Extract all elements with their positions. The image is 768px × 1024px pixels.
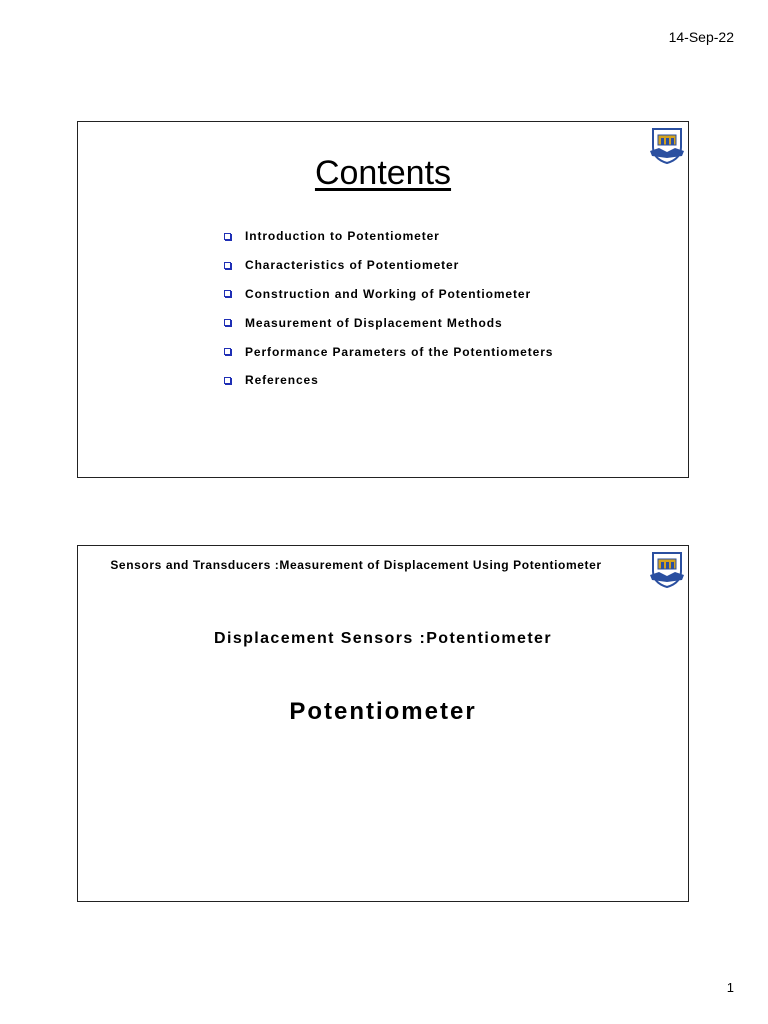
square-bullet-icon: [224, 233, 231, 240]
slide-header: Sensors and Transducers :Measurement of Displacement Using Potentiometer: [110, 558, 602, 572]
list-item: [224, 337, 553, 366]
list-item: [224, 251, 553, 280]
list-item-label: Performance Parameters of the Potentiometers: [245, 344, 554, 359]
slide-contents: [77, 121, 689, 478]
square-bullet-icon: [224, 348, 231, 355]
list-item: [224, 222, 553, 251]
slide-main-title: Potentiometer: [289, 698, 477, 725]
slide-potentiometer: [77, 545, 689, 902]
list-item-label: Characteristics of Potentiometer: [245, 258, 460, 273]
square-bullet-icon: [224, 319, 231, 326]
college-crest-icon: [649, 549, 685, 589]
header-date: 14-Sep-22: [668, 29, 734, 45]
list-item-label: Construction and Working of Potentiometer: [245, 286, 532, 301]
list-item: [224, 366, 553, 395]
list-item-label: References: [245, 373, 319, 388]
list-item: [224, 308, 553, 337]
slide-subtitle: Displacement Sensors :Potentiometer: [214, 630, 552, 647]
page-number: 1: [726, 980, 734, 995]
square-bullet-icon: [224, 262, 231, 269]
square-bullet-icon: [224, 290, 231, 297]
square-bullet-icon: [224, 377, 231, 384]
list-item: [224, 280, 553, 309]
slide-title: Contents: [314, 154, 452, 192]
contents-list: [224, 222, 553, 395]
list-item-label: Measurement of Displacement Methods: [245, 315, 503, 330]
list-item-label: Introduction to Potentiometer: [245, 229, 440, 244]
